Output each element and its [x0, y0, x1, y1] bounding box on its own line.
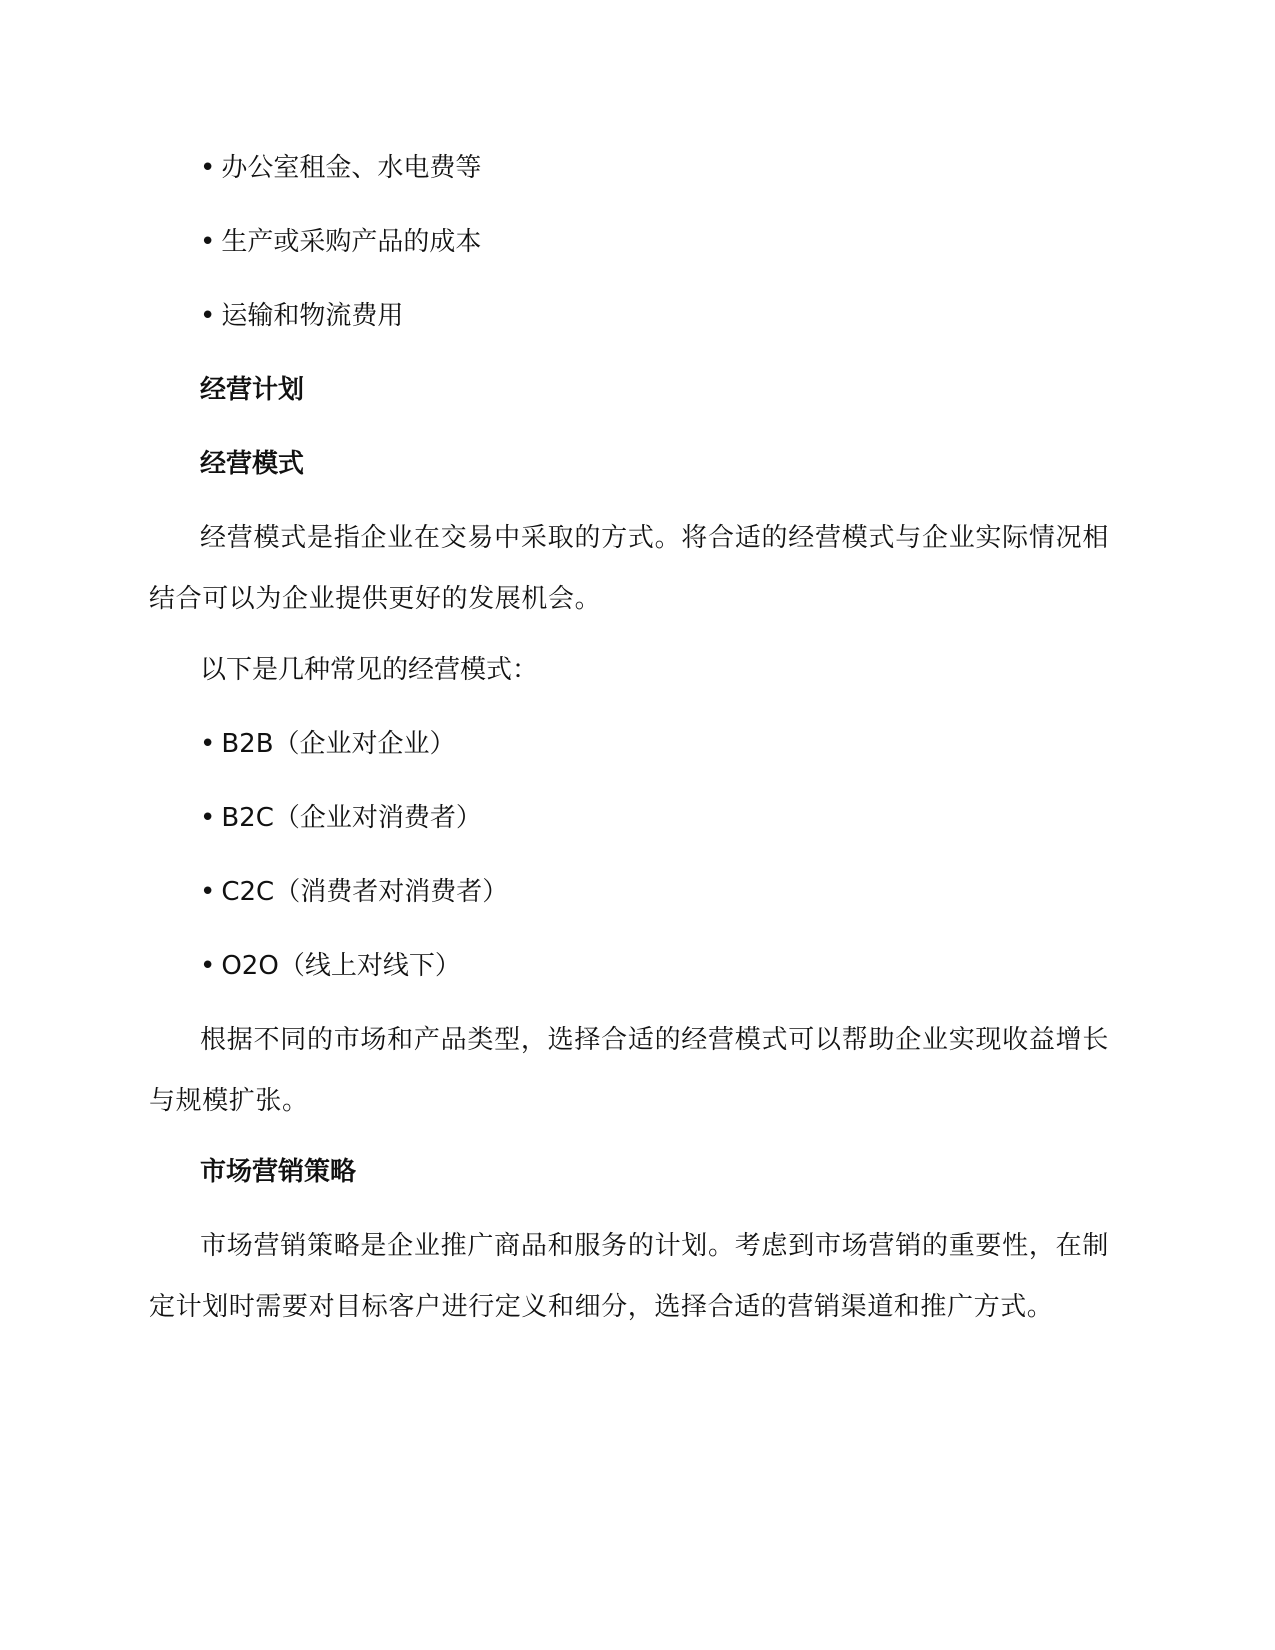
bullet-text: C2C（消费者对消费者）	[221, 877, 509, 907]
bullet-text: B2C（企业对消费者）	[221, 803, 482, 833]
paragraph-model-intro: 经营模式是指企业在交易中采取的方式。将合适的经营模式与企业实际情况相结合可以为企业提供更好的发展机会。	[149, 523, 1109, 614]
bullet-icon: •	[200, 877, 216, 907]
bullet-icon: •	[200, 729, 216, 759]
bullet-icon: •	[200, 803, 216, 833]
list-item	[200, 728, 456, 760]
list-item	[200, 802, 482, 834]
heading-business-model: 经营模式	[200, 449, 305, 479]
bullet-text: 生产或采购产品的成本	[221, 227, 482, 257]
heading-business-plan: 经营计划	[200, 375, 305, 405]
list-item	[200, 226, 481, 258]
bullet-text: O2O（线上对线下）	[221, 951, 461, 981]
list-item	[200, 950, 461, 982]
bullet-text: B2B（企业对企业）	[221, 729, 456, 759]
heading-marketing-strategy: 市场营销策略	[200, 1157, 357, 1187]
list-item	[200, 300, 403, 332]
bullet-icon: •	[200, 951, 216, 981]
list-item	[200, 876, 508, 908]
paragraph-model-summary: 根据不同的市场和产品类型，选择合适的经营模式可以帮助企业实现收益增长与规模扩张。	[149, 1025, 1109, 1116]
bullet-icon: •	[200, 153, 216, 183]
bullet-text: 运输和物流费用	[221, 301, 404, 331]
list-item	[200, 152, 481, 184]
bullet-text: 办公室租金、水电费等	[221, 153, 482, 183]
list-intro-text: 以下是几种常见的经营模式：	[200, 655, 539, 685]
bullet-icon: •	[200, 301, 216, 331]
bullet-icon: •	[200, 227, 216, 257]
paragraph-marketing: 市场营销策略是企业推广商品和服务的计划。考虑到市场营销的重要性，在制定计划时需要对目标客户进行定义和细分，选择合适的营销渠道和推广方式。	[149, 1231, 1109, 1322]
